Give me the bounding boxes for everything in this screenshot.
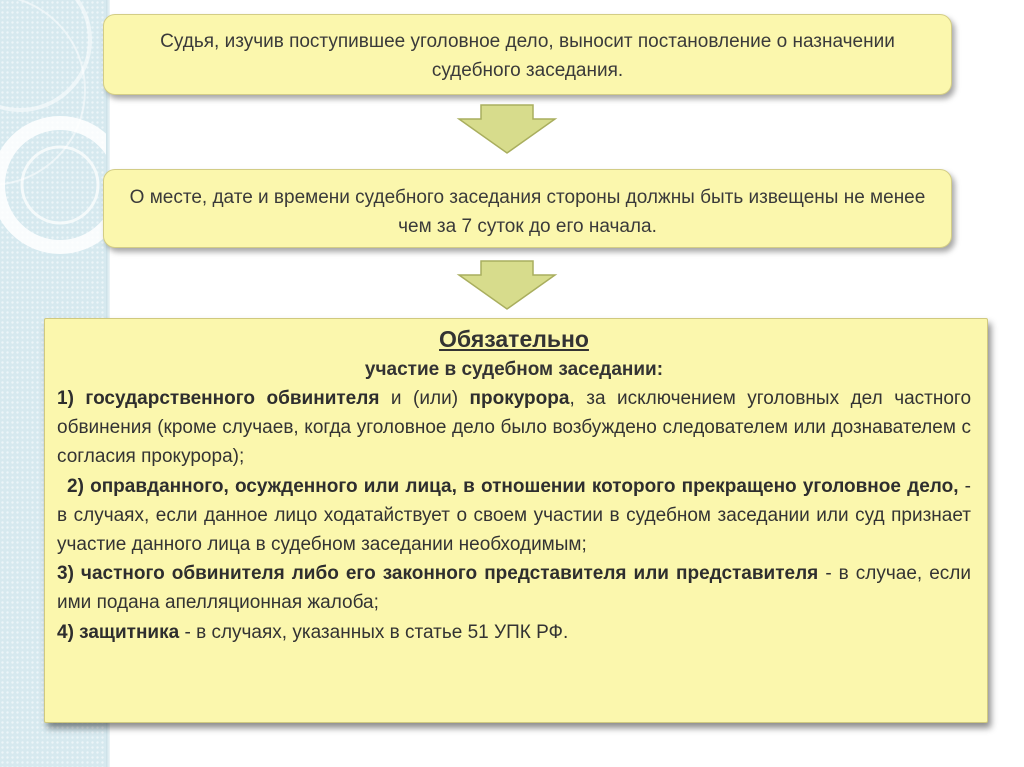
item-4-text: - в случаях, указанных в статье 51 УПК РФ. — [179, 621, 569, 643]
item-1-bold-a: 1) государственного обвинителя — [57, 388, 380, 409]
item-1-bold-b: прокурора — [469, 388, 570, 409]
item-4-bold: 4) защитника — [57, 621, 180, 643]
item-1-text-b: , за исключением уголовных дел частного обвинения (кроме случаев, когда уголовное дело было возбуждено следователем или дознавателем с согласия прокурора); — [57, 388, 972, 468]
list-item-3 — [57, 559, 971, 617]
item-2-text: - в случаях, если данное лицо ходатайствует о своем участии в судебном заседании или суд признает участие данного лица в судебном заседании необходимым; — [57, 475, 972, 556]
list-item-4 — [57, 618, 971, 647]
step-box-2 — [103, 169, 952, 248]
list-item-2 — [57, 472, 971, 560]
box-subheading: участие в судебном заседании: — [364, 359, 664, 380]
mandatory-participation-box — [44, 318, 988, 723]
box-heading: Обязательно — [439, 326, 589, 352]
step-box-1 — [103, 14, 952, 95]
list-item-1 — [57, 384, 971, 472]
item-3-text: - в случае, если ими подана апелляционная жалоба; — [57, 563, 972, 614]
down-arrow-icon — [455, 103, 559, 155]
item-1-text-a: и (или) — [379, 388, 470, 409]
step-2-text: О месте, дате и времени судебного заседания стороны должны быть извещены не менее чем за 7 суток до его начала. — [129, 187, 926, 237]
item-2-bold: 2) оправданного, осужденного или лица, в отношении которого прекращено уголовное дело, — [67, 475, 959, 497]
item-3-bold: 3) частного обвинителя либо его законного представителя или представителя — [57, 563, 819, 585]
step-1-text: Судья, изучив поступившее уголовное дело, выносит постановление о назначении судебного заседания. — [160, 31, 895, 81]
down-arrow-icon — [455, 259, 559, 311]
